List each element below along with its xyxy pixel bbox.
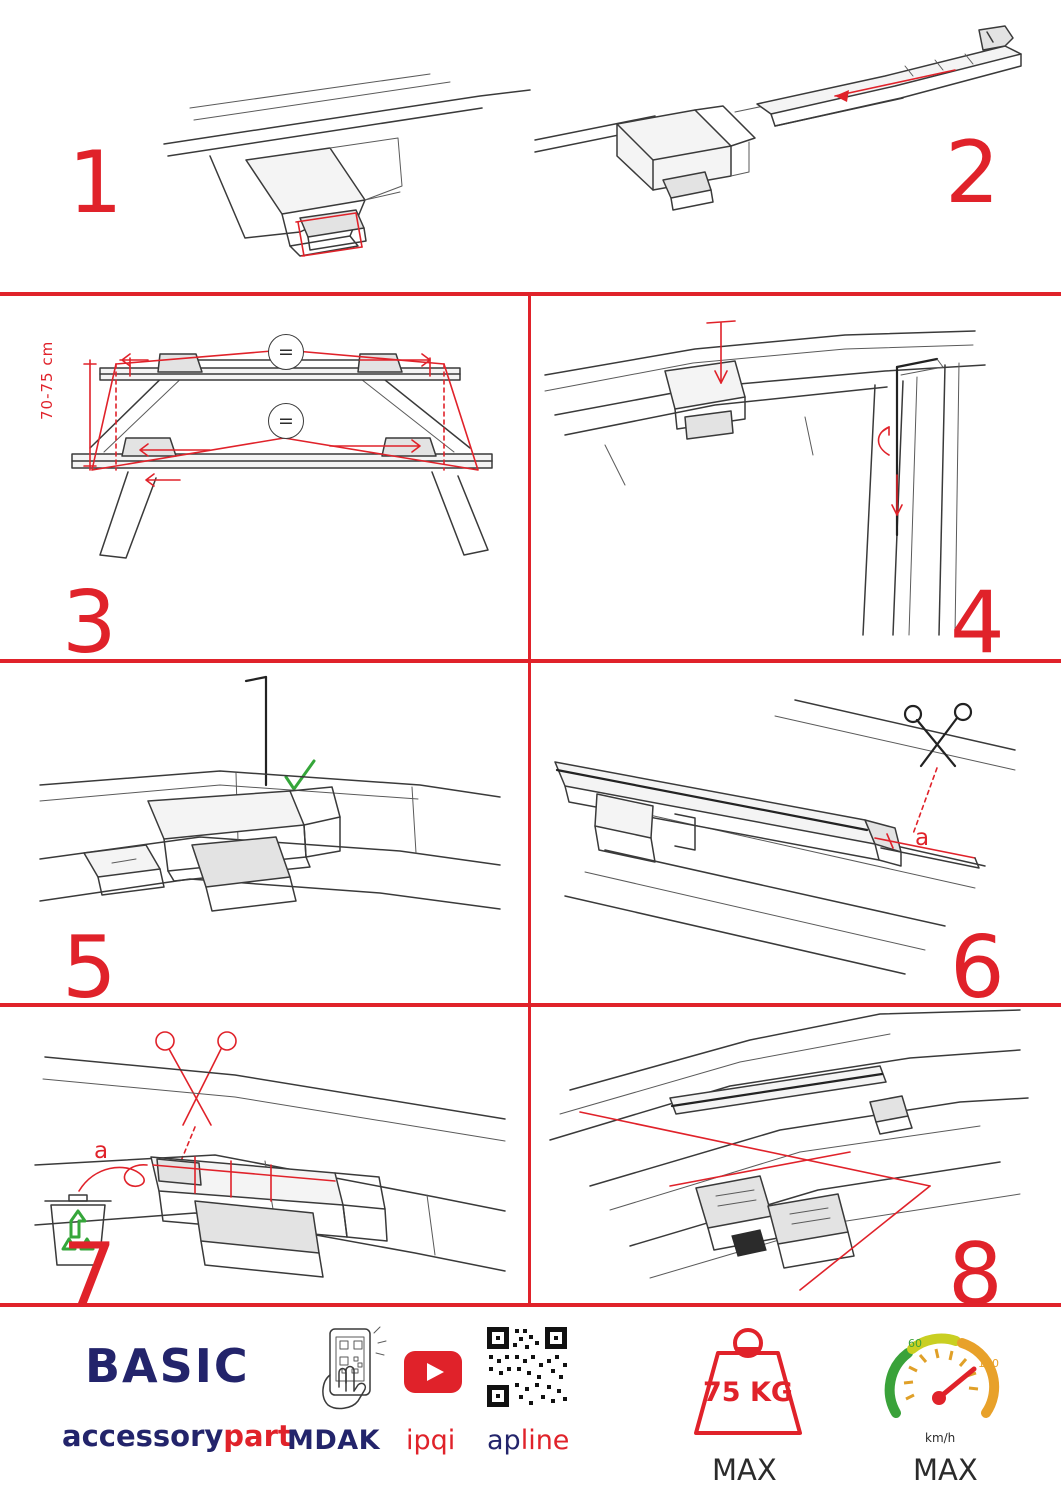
equal-badge-front: = [268,334,304,370]
column-divider-2 [528,663,531,1003]
footer-branding [0,1303,1061,1500]
max-speed-gauge-icon [882,1325,1000,1438]
brand-wordmark-accent: part [223,1419,292,1453]
step-4-illustration [545,305,1015,635]
qr-code-icon [485,1325,569,1414]
brand-wordmark-main: accessory [62,1419,224,1453]
step-number-2: 2 [945,123,1000,223]
scissors-icon [905,704,971,766]
max-speed-caption: MAX [913,1453,978,1487]
brand-wordmark [62,1419,292,1453]
gauge-tick-120: 120 [978,1357,999,1370]
step-5-illustration [40,665,500,955]
cut-marker-a-step7: a [94,1138,109,1164]
step-number-5: 5 [62,918,117,1018]
equal-badge-rear: = [268,403,304,439]
max-load-caption: MAX [712,1453,777,1487]
step-number-7: 7 [62,1225,117,1325]
logo-label-apline-prefix: ap [487,1425,521,1456]
logo-label-apline-accent: line [520,1425,570,1456]
phone-qr-scan-icon [318,1325,390,1416]
brand-title: BASIC [85,1339,250,1393]
step-6-illustration [545,690,1015,980]
youtube-icon[interactable] [404,1351,462,1398]
speed-unit-label: km/h [925,1431,956,1445]
gauge-tick-60: 60 [908,1337,922,1350]
step-1-illustration [150,60,530,270]
step-number-3: 3 [62,573,117,673]
max-load-value: 75 KG [703,1377,794,1408]
bar-spacing-dimension: 70-75 cm [38,340,56,420]
column-divider-3 [528,1007,531,1303]
step-number-1: 1 [68,133,123,233]
logo-label-apline [487,1425,569,1456]
logo-label-ipqi: ipqi [406,1425,456,1456]
step-number-6: 6 [950,918,1005,1018]
cut-marker-a-step6: a [915,825,930,851]
scissors-icon-red [156,1032,236,1125]
logo-label-mdak: MDAK [287,1425,381,1456]
step-number-8: 8 [948,1225,1003,1325]
step-number-4: 4 [950,573,1005,673]
